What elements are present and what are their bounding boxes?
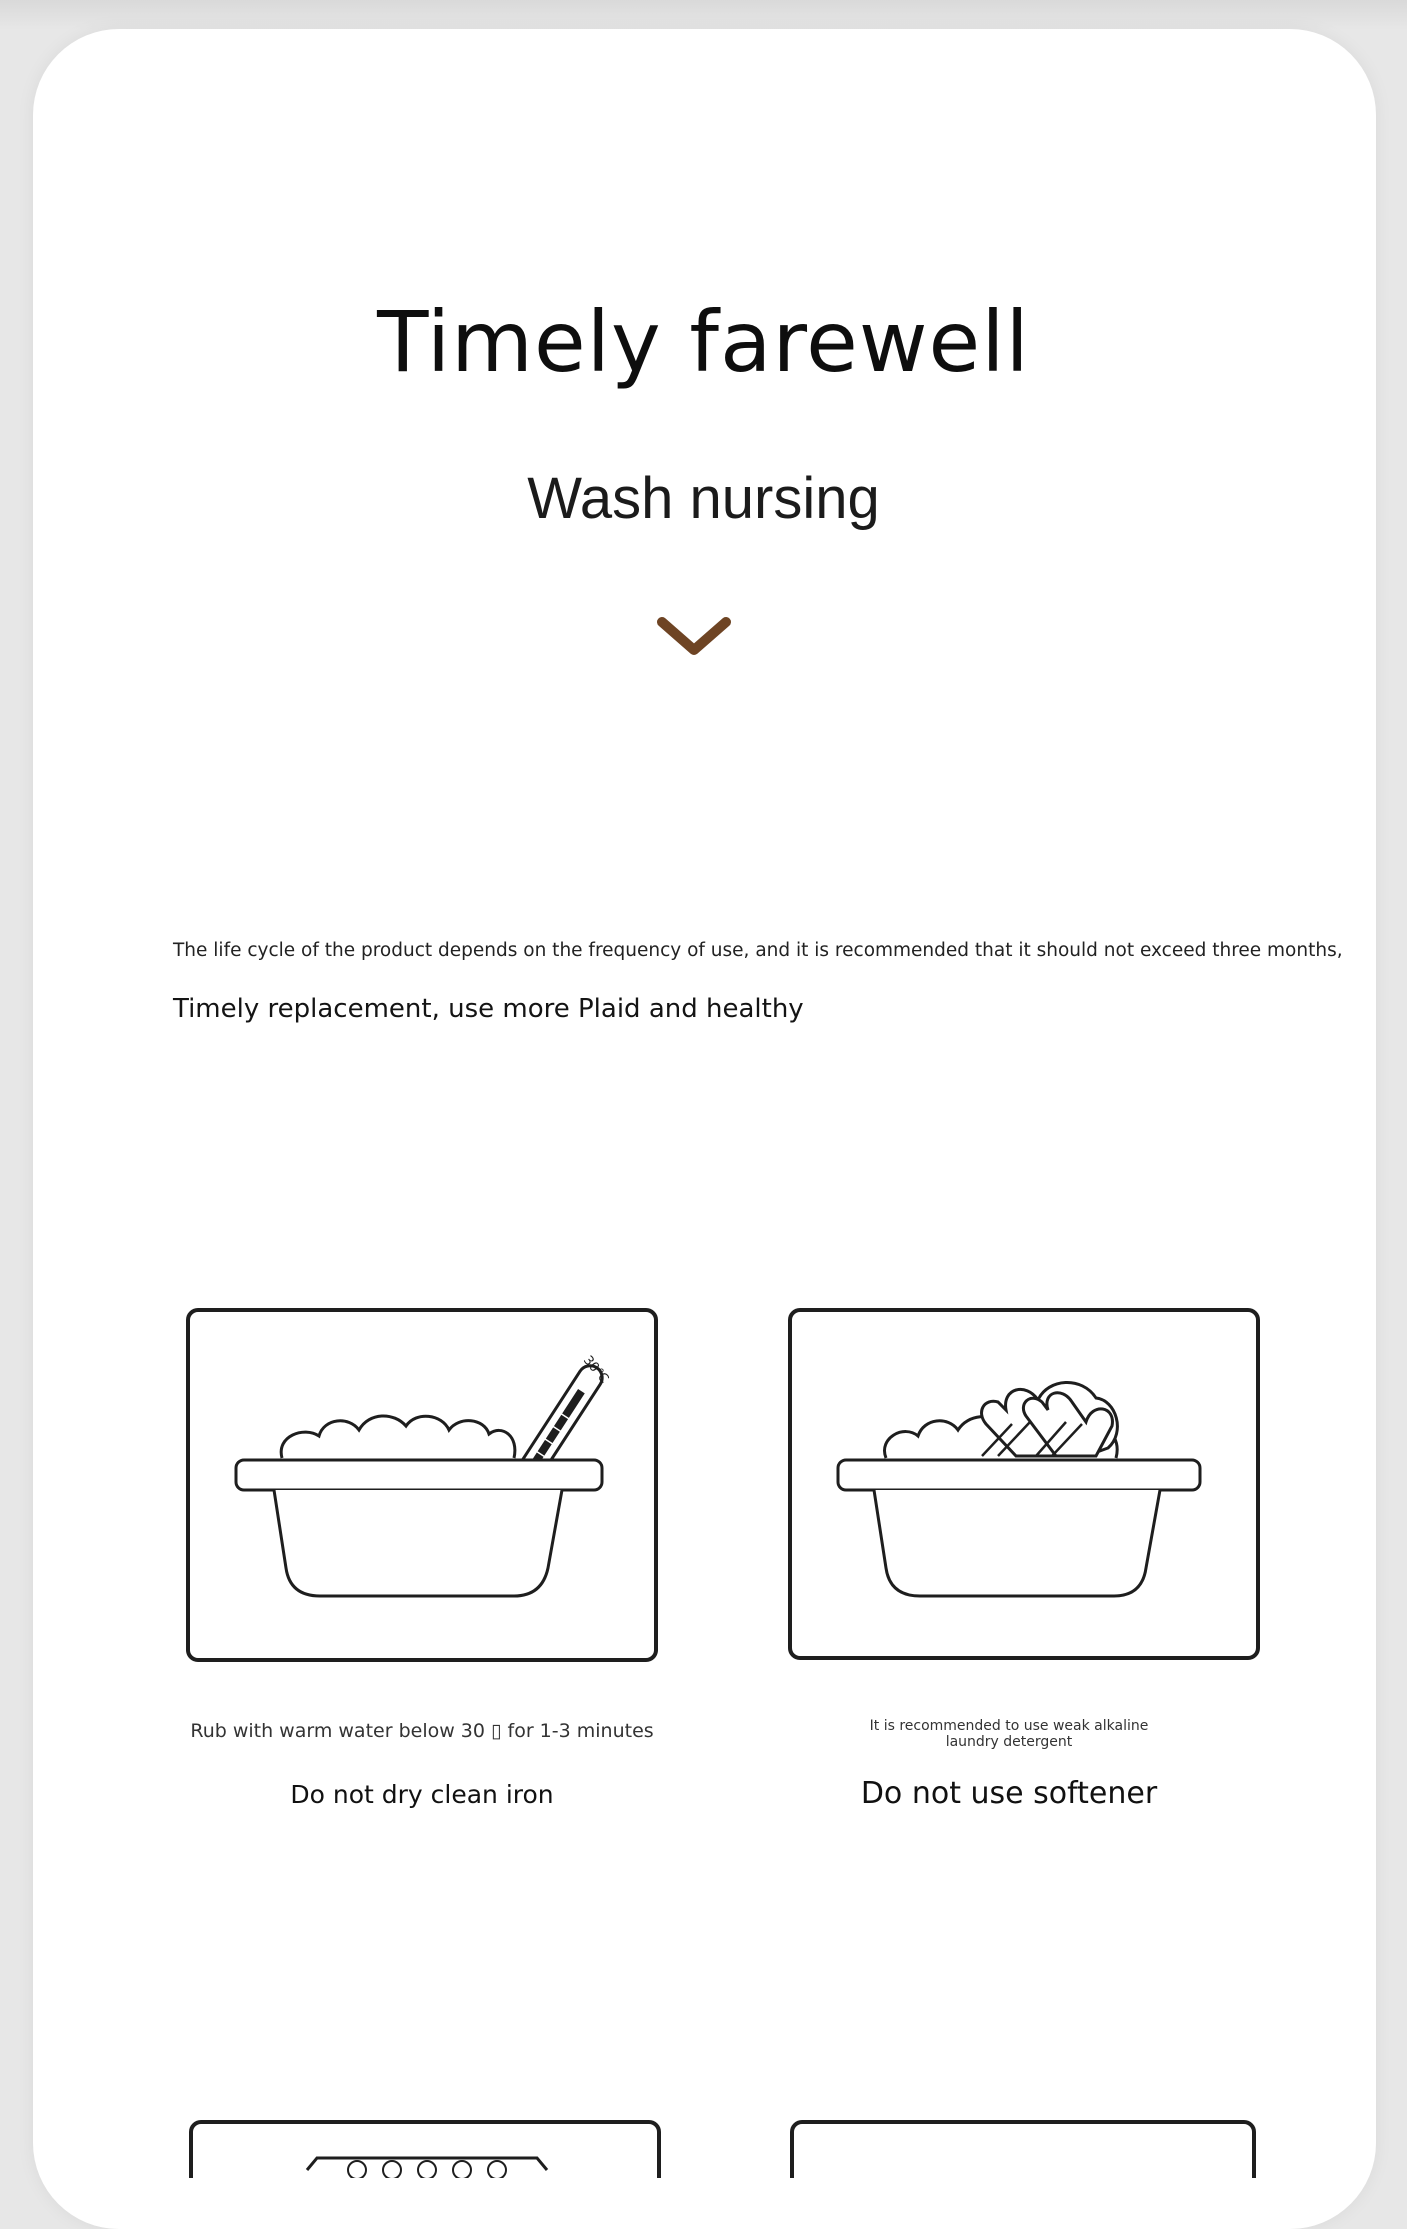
- instruction-title-2: Do not use softener: [860, 1776, 1158, 1811]
- page-title: Timely farewell: [377, 293, 1030, 391]
- instruction-panel-2: [786, 1306, 1262, 1662]
- thermometer-label: 30℃: [579, 1353, 612, 1387]
- hand-wash-basin-icon: [786, 1306, 1262, 1662]
- instruction-panel-3: [187, 2118, 663, 2178]
- instruction-caption-2: It is recommended to use weak alkaline laundry detergent: [869, 1718, 1149, 1750]
- instruction-panel-1: [184, 1306, 660, 1664]
- intro-line-1: The life cycle of the product depends on the frequency of use, and it is recommended that it should not exceed three months,: [173, 940, 1343, 961]
- instruction-panel-4: [788, 2118, 1258, 2178]
- instruction-caption-1: Rub with warm water below 30 ▯ for 1-3 minutes: [190, 1720, 654, 1742]
- wash-basin-thermometer-icon: [184, 1306, 660, 1664]
- chevron-down-icon: [654, 612, 734, 662]
- drying-rack-icon: [187, 2118, 663, 2178]
- page-subtitle: Wash nursing: [527, 466, 880, 531]
- instruction-illustration-4: [788, 2118, 1258, 2178]
- intro-line-2: Timely replacement, use more Plaid and healthy: [173, 994, 804, 1024]
- instruction-title-1: Do not dry clean iron: [290, 1780, 554, 1809]
- top-shade: [0, 0, 1407, 30]
